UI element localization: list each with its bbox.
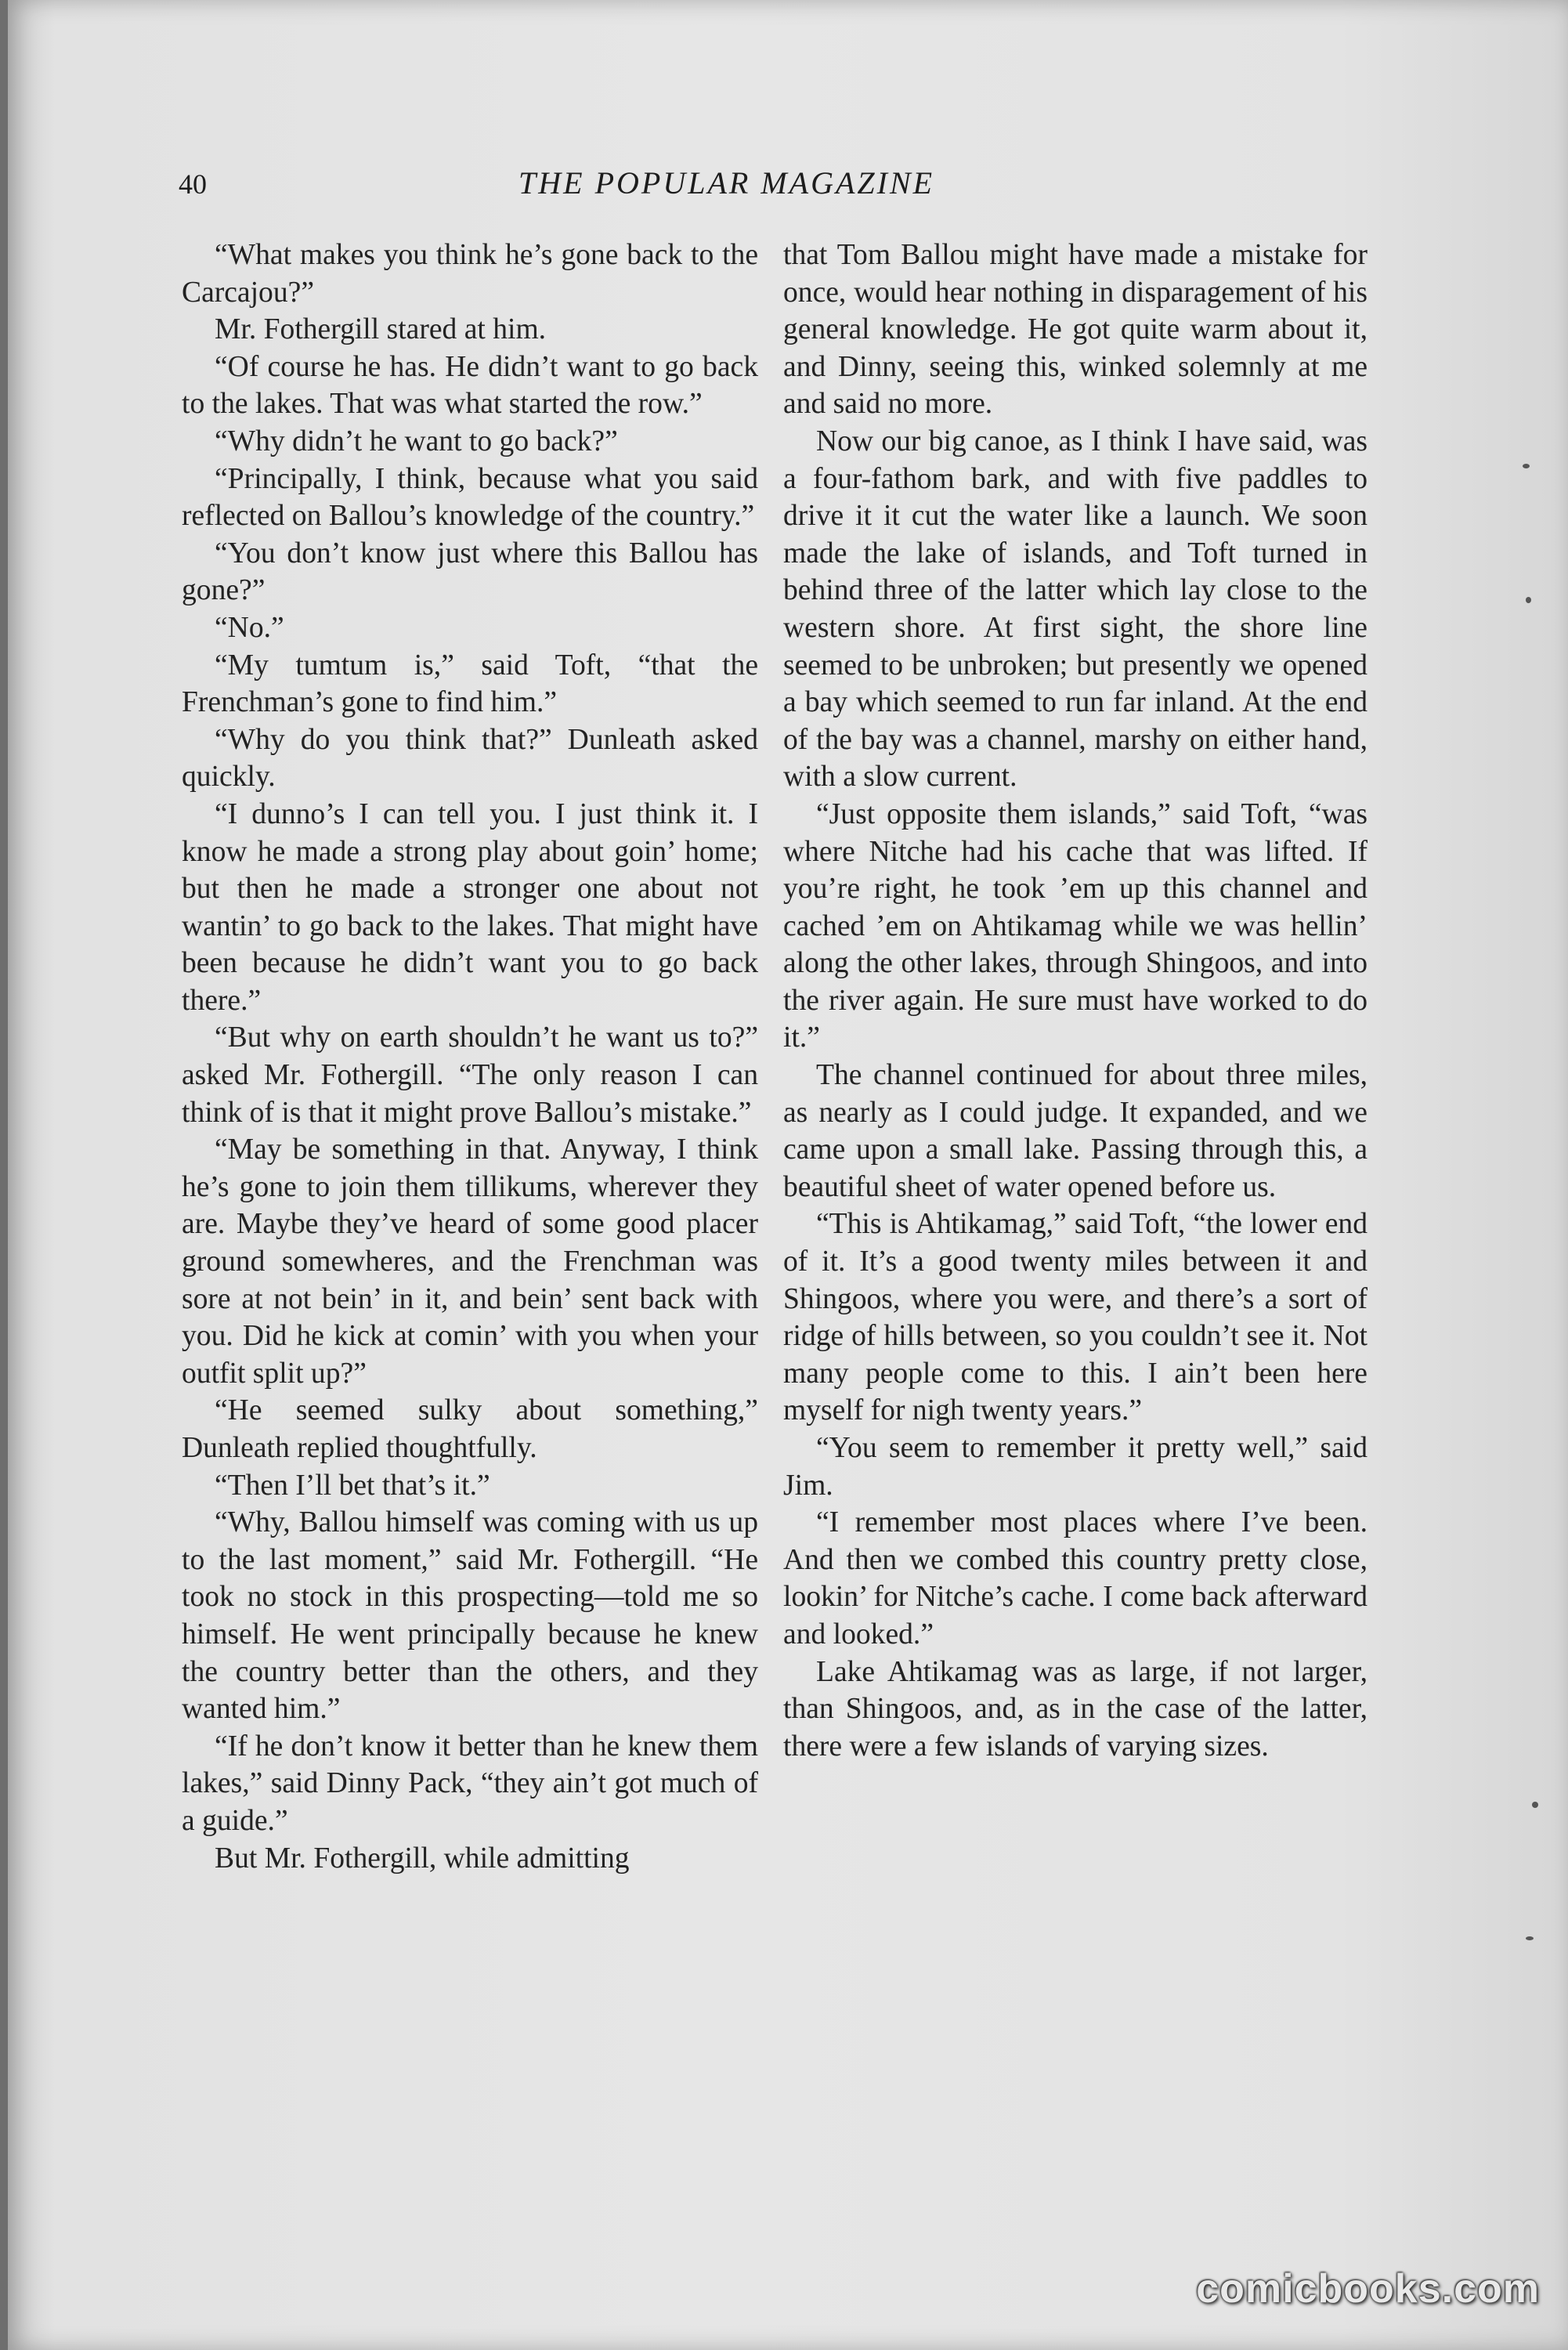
paragraph: “Why, Ballou himself was coming with us up to the last moment,” said Mr. Fothergill. “He took no stock in this prospecting—told me so himself. He went principally because he knew the country better than the others, and they wanted him.” xyxy=(182,1506,758,1726)
paragraph: “Then I’ll bet that’s it.” xyxy=(215,1469,490,1502)
paragraph: “You don’t know just where this Ballou has gone?” xyxy=(182,537,758,607)
paragraph: Lake Ahtikamag was as large, if not larger, than Shingoos, and, as in the case of the latter, there were a few islands of varying sizes. xyxy=(783,1655,1367,1762)
paragraph: “This is Ahtikamag,” said Toft, “the lower end of it. It’s a good twenty miles between it and Shingoos, where you were, and there’s a sort of ridge of hills between, so you couldn’t see it. Not many people come to this. I ain’t been here myself for nigh twenty years.” xyxy=(783,1208,1367,1427)
paragraph-continuation: that Tom Ballou might have made a mistake for once, would hear nothing in disparagement of his general knowledge. He got quite warm about it, and Dinny, seeing this, winked solemnly at me and said no more. xyxy=(783,239,1367,421)
paragraph: Mr. Fothergill stared at him. xyxy=(215,313,547,346)
left-text-column xyxy=(182,237,758,1877)
paper-speck xyxy=(1526,597,1531,603)
paragraph: “I remember most places where I’ve been. And then we combed this country pretty close, lookin’ for Nitche’s cache. I come back afterward and looked.” xyxy=(783,1506,1367,1650)
paragraph: “Of course he has. He didn’t want to go back to the lakes. That was what started the row.” xyxy=(182,350,758,421)
right-text-column xyxy=(783,237,1367,1765)
paragraph: “No.” xyxy=(215,611,284,644)
paragraph: But Mr. Fothergill, while admitting xyxy=(215,1842,630,1875)
paragraph: “I dunno’s I can tell you. I just think it. I know he made a strong play about goin’ home; but then he made a stronger one about not wantin’ to go back to the lakes. That might have been because he didn’t want you to go back there.” xyxy=(182,797,758,1017)
paragraph: “You seem to remember it pretty well,” said Jim. xyxy=(783,1432,1367,1502)
paragraph: “What makes you think he’s gone back to the Carcajou?” xyxy=(182,239,758,309)
paper-speck xyxy=(1532,1802,1538,1808)
paragraph: “He seemed sulky about something,” Dunleath replied thoughtfully. xyxy=(182,1394,758,1464)
paragraph: “Principally, I think, because what you said reflected on Ballou’s knowledge of the country.” xyxy=(182,462,758,533)
paper-speck xyxy=(1523,464,1530,468)
paragraph: “If he don’t know it better than he knew them lakes,” said Dinny Pack, “they ain’t got much of a guide.” xyxy=(182,1730,758,1837)
paragraph: “But why on earth shouldn’t he want us to?” asked Mr. Fothergill. “The only reason I can think of is that it might prove Ballou’s mistake.” xyxy=(182,1021,758,1129)
paragraph: “Just opposite them islands,” said Toft, “was where Nitche had his cache that was lifted. If you’re right, he took ’em up this channel and cached ’em on Ahtikamag while we was hellin’ along the other lakes, through Shingoos, and into the river again. He sure must have worked to do it.” xyxy=(783,797,1367,1054)
paragraph: “Why do you think that?” Dunleath asked quickly. xyxy=(182,723,758,794)
paragraph: “My tumtum is,” said Toft, “that the Frenchman’s gone to find him.” xyxy=(182,649,758,719)
magazine-page xyxy=(8,0,1568,2350)
page-number: 40 xyxy=(179,168,207,200)
paper-speck xyxy=(1526,1936,1534,1940)
site-watermark: comicbooks.com xyxy=(1196,2266,1540,2312)
paragraph: “May be something in that. Anyway, I think he’s gone to join them tillikums, wherever they are. Maybe they’ve heard of some good placer ground somewheres, and the Frenchman was sore at not bein’ in it, and bein’ sent back with you. Did he kick at comin’ with you when your outfit split up?” xyxy=(182,1133,758,1390)
page-header xyxy=(8,164,1568,212)
paragraph: The channel continued for about three miles, as nearly as I could judge. It expanded, and we came upon a small lake. Passing through this, a beautiful sheet of water opened before us. xyxy=(783,1059,1367,1203)
paragraph: “Why didn’t he want to go back?” xyxy=(215,425,618,457)
paragraph: Now our big canoe, as I think I have said, was a four-fathom bark, and with five paddles to drive it it cut the water like a launch. We soon made the lake of islands, and Toft turned in behind three of the latter which lay close to the western shore. At first sight, the shore line seemed to be unbroken; but presently we opened a bay which seemed to run far inland. At the end of the bay was a channel, marshy on either hand, with a slow current. xyxy=(783,425,1367,794)
running-title: THE POPULAR MAGAZINE xyxy=(518,165,935,201)
